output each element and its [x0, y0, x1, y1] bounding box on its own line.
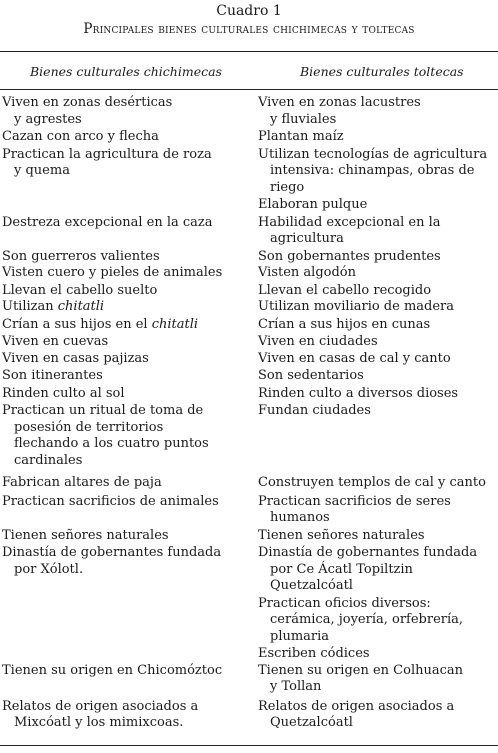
- cell-line: [258, 545, 496, 562]
- cell-text: Relatos de origen asociados a: [2, 698, 199, 714]
- cell-text: humanos: [270, 510, 330, 525]
- cell-text: Practican la agricultura de roza: [2, 146, 212, 162]
- table-row: [0, 646, 498, 663]
- table-row: [0, 528, 498, 545]
- cell-text: Practican sacrificios de seres: [258, 493, 451, 509]
- cell-line: [258, 629, 496, 646]
- cell-chichimecas: [0, 249, 257, 266]
- table-caption: Cuadro 1: [216, 3, 282, 19]
- cell-line: [2, 715, 251, 732]
- cell-line: [2, 545, 251, 562]
- cell-toltecas: [257, 663, 498, 696]
- table-row: [0, 663, 498, 696]
- table-row: [0, 299, 498, 316]
- cell-line: [2, 420, 251, 437]
- cell-text: Rinden culto a diversos dioses: [258, 385, 459, 401]
- table-row: [0, 368, 498, 385]
- cell-toltecas: [257, 475, 498, 492]
- cell-toltecas: [257, 147, 498, 197]
- column-header-chichimecas: Bienes culturales chichimecas: [30, 64, 222, 79]
- cell-line: [2, 129, 251, 146]
- cell-text: plumaria: [270, 628, 330, 644]
- cell-line: [2, 112, 251, 129]
- cell-chichimecas: [0, 334, 257, 351]
- cell-text: Llevan el cabello recogido: [258, 282, 432, 298]
- cell-text: Tienen su origen en Chicomóztoc: [2, 662, 223, 678]
- table-row: [0, 596, 498, 646]
- cell-toltecas: [257, 299, 498, 316]
- table-row: [0, 249, 498, 266]
- cell-text: y Tollan: [270, 679, 322, 694]
- cell-toltecas: [257, 249, 498, 266]
- cell-text: intensiva: chinampas, obras de: [270, 163, 475, 178]
- cell-text: Viven en casas de cal y canto: [258, 350, 451, 366]
- cell-line: [2, 436, 251, 453]
- cell-text: Son guerreros valientes: [2, 248, 160, 264]
- table-row: [0, 317, 498, 334]
- cell-toltecas: [257, 283, 498, 300]
- header-rule: [0, 89, 498, 90]
- cell-line: [2, 95, 251, 112]
- cell-line: [258, 231, 496, 248]
- cell-line: [2, 249, 251, 266]
- cell-line: [2, 403, 251, 420]
- italic-term: chitatli: [57, 299, 105, 314]
- cell-chichimecas: [0, 215, 257, 232]
- cell-line: [258, 299, 496, 316]
- cell-line: [258, 475, 496, 492]
- cell-chichimecas: [0, 403, 257, 469]
- cell-toltecas: [257, 494, 498, 527]
- cell-line: [2, 351, 251, 368]
- cell-text: Viven en cuevas: [2, 334, 109, 349]
- cell-text: Viven en casas pajizas: [2, 350, 149, 366]
- cell-line: [2, 283, 251, 300]
- cell-chichimecas: [0, 129, 257, 146]
- table-title: Principales bienes culturales chichimecas y toltecas: [83, 21, 415, 37]
- cell-toltecas: [257, 403, 498, 420]
- cell-text: Viven en ciudades: [258, 334, 378, 349]
- cell-text: Quetzalcóatl: [270, 715, 353, 730]
- cell-text: Son sedentarios: [258, 368, 364, 383]
- cell-text: Destreza excepcional en la caza: [2, 214, 213, 230]
- italic-term: chitatli: [151, 316, 199, 332]
- cell-line: [258, 112, 496, 129]
- cell-line: [2, 699, 251, 716]
- cell-line: [2, 368, 251, 385]
- cell-text: por Xólotl.: [14, 561, 84, 577]
- cell-chichimecas: [0, 368, 257, 385]
- cell-chichimecas: [0, 475, 257, 492]
- cell-line: [2, 663, 251, 680]
- cell-text: Visten algodón: [258, 265, 356, 280]
- cell-line: [258, 368, 496, 385]
- cell-text: cerámica, joyería, orfebrería,: [270, 612, 464, 627]
- cell-text: Son gobernantes prudentes: [258, 248, 441, 264]
- cell-text: Viven en zonas desérticas: [2, 95, 173, 110]
- cell-line: [258, 386, 496, 403]
- cell-toltecas: [257, 129, 498, 146]
- cell-text: Tienen señores naturales: [258, 527, 425, 543]
- cell-text: Utilizan moviliario de madera: [258, 299, 455, 314]
- cell-line: [258, 180, 496, 197]
- cell-text: Son itinerantes: [2, 368, 103, 383]
- cell-text: Plantan maíz: [258, 129, 344, 144]
- cell-line: [258, 129, 496, 146]
- cell-line: [2, 494, 251, 511]
- cell-line: [258, 646, 496, 663]
- table-row: [0, 147, 498, 197]
- cell-text: Crían a sus hijos en el: [2, 316, 152, 332]
- cell-toltecas: [257, 528, 498, 545]
- cell-line: [258, 612, 496, 629]
- table-row: [0, 699, 498, 732]
- cell-chichimecas: [0, 265, 257, 282]
- cell-text: Visten cuero y pieles de animales: [2, 265, 223, 280]
- cell-text: Rinden culto al sol: [2, 385, 125, 401]
- cell-text: Practican un ritual de toma de: [2, 403, 204, 418]
- cell-toltecas: [257, 215, 498, 248]
- top-rule: [0, 51, 498, 52]
- table-row: [0, 197, 498, 214]
- cell-toltecas: [257, 545, 498, 595]
- cell-line: [2, 453, 251, 470]
- cell-line: [258, 283, 496, 300]
- cell-chichimecas: [0, 351, 257, 368]
- cell-line: [258, 562, 496, 579]
- cell-line: [2, 299, 251, 316]
- table-row: [0, 545, 498, 595]
- cell-line: [258, 334, 496, 351]
- table-row: [0, 129, 498, 146]
- cell-text: Dinastía de gobernantes fundada: [2, 545, 222, 560]
- cell-line: [258, 679, 496, 696]
- cell-toltecas: [257, 368, 498, 385]
- cell-line: [258, 265, 496, 282]
- cell-toltecas: [257, 699, 498, 732]
- cell-chichimecas: [0, 283, 257, 300]
- table-row: [0, 494, 498, 527]
- cell-toltecas: [257, 197, 498, 214]
- cell-toltecas: [257, 386, 498, 403]
- cell-toltecas: [257, 596, 498, 646]
- table-row: [0, 265, 498, 282]
- cell-text: Fabrican altares de paja: [2, 475, 162, 490]
- cell-line: [2, 265, 251, 282]
- cell-toltecas: [257, 646, 498, 663]
- cell-line: [258, 663, 496, 680]
- cell-line: [258, 528, 496, 545]
- cell-text: posesión de territorios: [14, 419, 164, 435]
- cell-text: flechando a los cuatro puntos: [14, 436, 209, 451]
- cell-line: [2, 215, 251, 232]
- cell-line: [258, 510, 496, 527]
- table-row: [0, 351, 498, 368]
- cell-toltecas: [257, 334, 498, 351]
- cell-line: [258, 578, 496, 595]
- cell-text: Dinastía de gobernantes fundada: [258, 545, 478, 560]
- column-header-toltecas: Bienes culturales toltecas: [300, 64, 464, 79]
- cell-line: [2, 562, 251, 579]
- cell-chichimecas: [0, 95, 257, 128]
- cell-text: riego: [270, 179, 305, 195]
- cell-toltecas: [257, 95, 498, 128]
- cell-line: [2, 317, 251, 334]
- cell-text: Construyen templos de cal y canto: [258, 475, 486, 490]
- cell-chichimecas: [0, 545, 257, 578]
- cell-text: y agrestes: [14, 111, 82, 127]
- cell-chichimecas: [0, 317, 257, 334]
- cell-text: Escriben códices: [258, 646, 370, 661]
- cell-line: [258, 596, 496, 613]
- cell-text: Cazan con arco y flecha: [2, 129, 159, 144]
- cell-text: cardinales: [14, 452, 83, 468]
- cell-text: Quetzalcóatl: [270, 578, 353, 593]
- cell-line: [258, 715, 496, 732]
- cell-chichimecas: [0, 699, 257, 732]
- cell-text: agricultura: [270, 231, 344, 246]
- cell-text: Viven en zonas lacustres: [258, 95, 421, 110]
- cell-chichimecas: [0, 386, 257, 403]
- cell-line: [2, 147, 251, 164]
- table-row: [0, 403, 498, 469]
- cell-line: [258, 494, 496, 511]
- cell-toltecas: [257, 265, 498, 282]
- cell-text: Utilizan: [2, 299, 58, 314]
- cell-line: [2, 475, 251, 492]
- cell-text: Llevan el cabello suelto: [2, 282, 158, 298]
- cell-chichimecas: [0, 299, 257, 316]
- cell-line: [258, 317, 496, 334]
- cell-chichimecas: [0, 494, 257, 511]
- cell-text: Habilidad excepcional en la: [258, 214, 441, 230]
- cell-line: [258, 215, 496, 232]
- cell-toltecas: [257, 317, 498, 334]
- cell-chichimecas: [0, 663, 257, 680]
- cell-text: Practican oficios diversos:: [258, 595, 431, 611]
- cell-line: [258, 699, 496, 716]
- cell-text: Mixcóatl y los mimixcoas.: [14, 715, 184, 730]
- cell-text: por Ce Ácatl Topiltzin: [270, 561, 413, 577]
- bottom-rule: [0, 745, 498, 746]
- table-row: [0, 215, 498, 248]
- table-row: [0, 283, 498, 300]
- cell-line: [258, 95, 496, 112]
- cell-text: Fundan ciudades: [258, 403, 371, 418]
- cell-line: [258, 403, 496, 420]
- table-row: [0, 95, 498, 128]
- table-row: [0, 386, 498, 403]
- cell-text: Elaboran pulque: [258, 197, 368, 212]
- cell-text: Relatos de origen asociados a: [258, 698, 455, 714]
- table-row: [0, 334, 498, 351]
- cell-chichimecas: [0, 528, 257, 545]
- cell-line: [2, 334, 251, 351]
- cell-text: Tienen su origen en Colhuacan: [258, 662, 464, 678]
- cell-line: [258, 163, 496, 180]
- cell-toltecas: [257, 351, 498, 368]
- cell-line: [2, 386, 251, 403]
- cell-text: Practican sacrificios de animales: [2, 493, 219, 509]
- cell-text: y fluviales: [270, 111, 337, 127]
- table-row: [0, 475, 498, 492]
- cell-chichimecas: [0, 147, 257, 180]
- cell-text: Crían a sus hijos en cunas: [258, 316, 431, 332]
- cell-line: [258, 249, 496, 266]
- cell-line: [258, 351, 496, 368]
- cell-line: [258, 147, 496, 164]
- cell-text: y quema: [14, 163, 70, 178]
- table-body: [0, 95, 498, 732]
- cell-line: [2, 528, 251, 545]
- cell-line: [258, 197, 496, 214]
- cell-text: Tienen señores naturales: [2, 527, 169, 543]
- cell-text: Utilizan tecnologías de agricultura: [258, 146, 488, 162]
- cell-line: [2, 163, 251, 180]
